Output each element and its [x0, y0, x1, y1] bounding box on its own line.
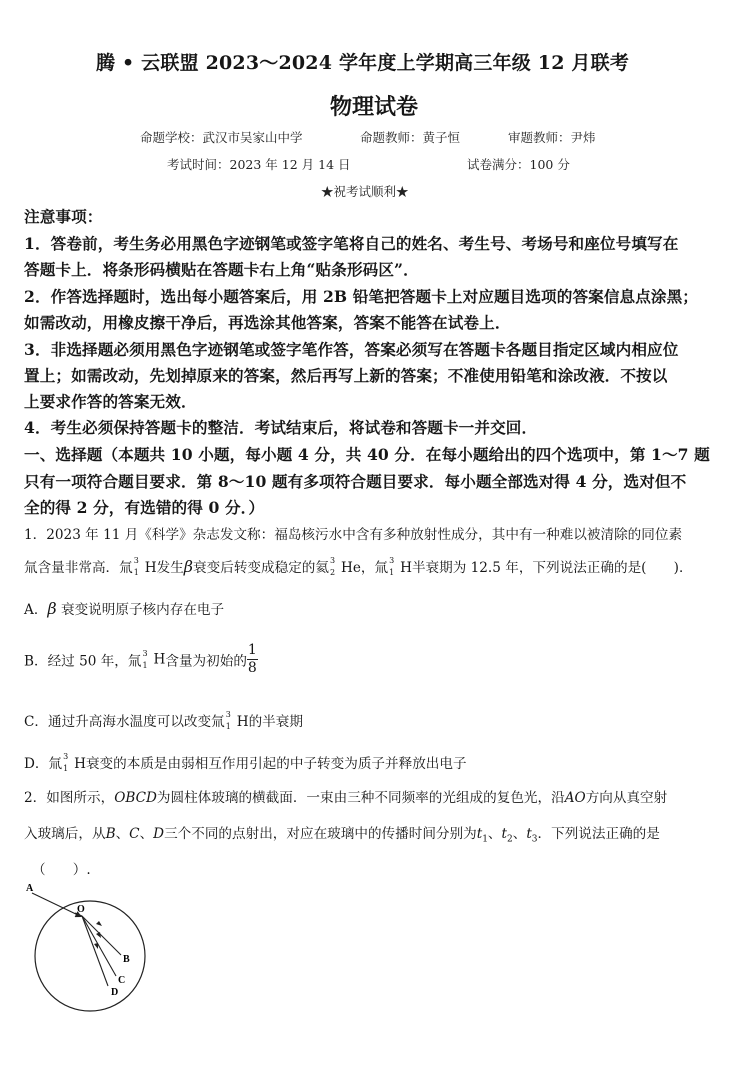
helium-symbol: 3 2 [329, 556, 336, 577]
notice-line: 1．答卷前，考生务必用黑色字迹钢笔或签字笔将自己的姓名、考生号、考场号和座位号填写在 [24, 234, 679, 253]
ray-to-b [82, 916, 121, 955]
notice-line: 上要求作答的答案无效． [24, 392, 197, 411]
fraction-one-eighth: $\frac{1}{8}$ [247, 642, 257, 676]
setter-teacher: 命题教师：黄子恒 [360, 130, 461, 145]
q2-answer-bracket: （ ）. [32, 862, 91, 878]
section-instructions: 全的得 2 分，有选错的得 0 分．） [24, 498, 265, 517]
good-luck-banner: ★祝考试顺利★ [321, 184, 409, 199]
notice-line: 如需改动，用橡皮擦干净后，再选涂其他答案，答案不能答在试卷上． [24, 313, 511, 332]
label-c: C [118, 975, 126, 986]
ray-to-d [82, 916, 108, 986]
tritium-symbol: 3 1 [133, 556, 139, 577]
reviewer: 审题教师：尹炜 [508, 130, 596, 145]
label-d: D [111, 987, 119, 998]
option-b: B．经过 50 年，氚 3 1 H含量为初始的 $\frac{1}{8}$ [24, 642, 257, 676]
q2-stem: 2．如图所示，OBCD为圆柱体玻璃的横截面．一束由三种不同频率的光组成的复色光，沿AO方向从真空射 [24, 790, 668, 806]
full-score: 试卷满分：100 分 [467, 157, 570, 172]
label-a: A [26, 883, 34, 894]
glass-cylinder-figure [20, 878, 160, 1013]
setter-school: 命题学校：武汉市吴家山中学 [140, 130, 303, 145]
q2-stem-line2: 入玻璃后，从B、C、D三个不同的点射出，对应在玻璃中的传播时间分别为$t_1$、$t_2$、$t_3$．下列说法正确的是 [24, 826, 660, 845]
label-b: B [123, 954, 130, 965]
section-instructions: 一、选择题（本题共 10 小题，每小题 4 分，共 40 分．在每小题给出的四个选项中，第 1～7 题 [24, 445, 710, 464]
exam-title: 腾 • 云联盟 2023～2024 学年度上学期高三年级 12 月联考 [96, 52, 630, 74]
section-instructions: 只有一项符合题目要求．第 8～10 题有多项符合题目要求．每小题全部选对得 4 分，选对但不 [24, 472, 687, 491]
exam-time: 考试时间：2023 年 12 月 14 日 [167, 157, 351, 172]
notice-line: 置上；如需改动，先划掉原来的答案，然后再写上新的答案；不准使用铅笔和涂改液．不按以 [24, 366, 668, 385]
option-d: D．氚 3 1 H衰变的本质是由弱相互作用引起的中子转变为质子并释放出电子 [24, 752, 467, 773]
label-o: O [77, 904, 85, 915]
notice-line: 4．考生必须保持答题卡的整洁．考试结束后，将试卷和答题卡一并交回． [24, 418, 538, 437]
notice-heading: 注意事项： [24, 207, 103, 226]
notice-line: 3．非选择题必须用黑色字迹钢笔或签字笔作答，答案必须写在答题卡各题目指定区域内相应位 [24, 340, 679, 359]
notice-line: 答题卡上．将条形码横贴在答题卡右上角“贴条形码区”． [24, 260, 419, 279]
q1-stem: 1．2023 年 11 月《科学》杂志发文称：福岛核污水中含有多种放射性成分，其中有一种难以被清除的同位素 [24, 527, 683, 543]
q1-stem-line2: 氚含量非常高．氚 3 1 H发生β衰变后转变成稳定的氦 3 2 He，氚 3 1 H半衰期为 12.5 年，下列说法正确的是( )． [24, 556, 693, 577]
option-a: A．β 衰变说明原子核内存在电子 [24, 599, 225, 618]
subject-title: 物理试卷 [330, 94, 419, 120]
option-c: C．通过升高海水温度可以改变氚 3 1 H的半衰期 [24, 710, 303, 731]
notice-line: 2．作答选择题时，选出每小题答案后，用 2B 铅笔把答题卡上对应题目选项的答案信息点涂黑； [24, 287, 698, 306]
